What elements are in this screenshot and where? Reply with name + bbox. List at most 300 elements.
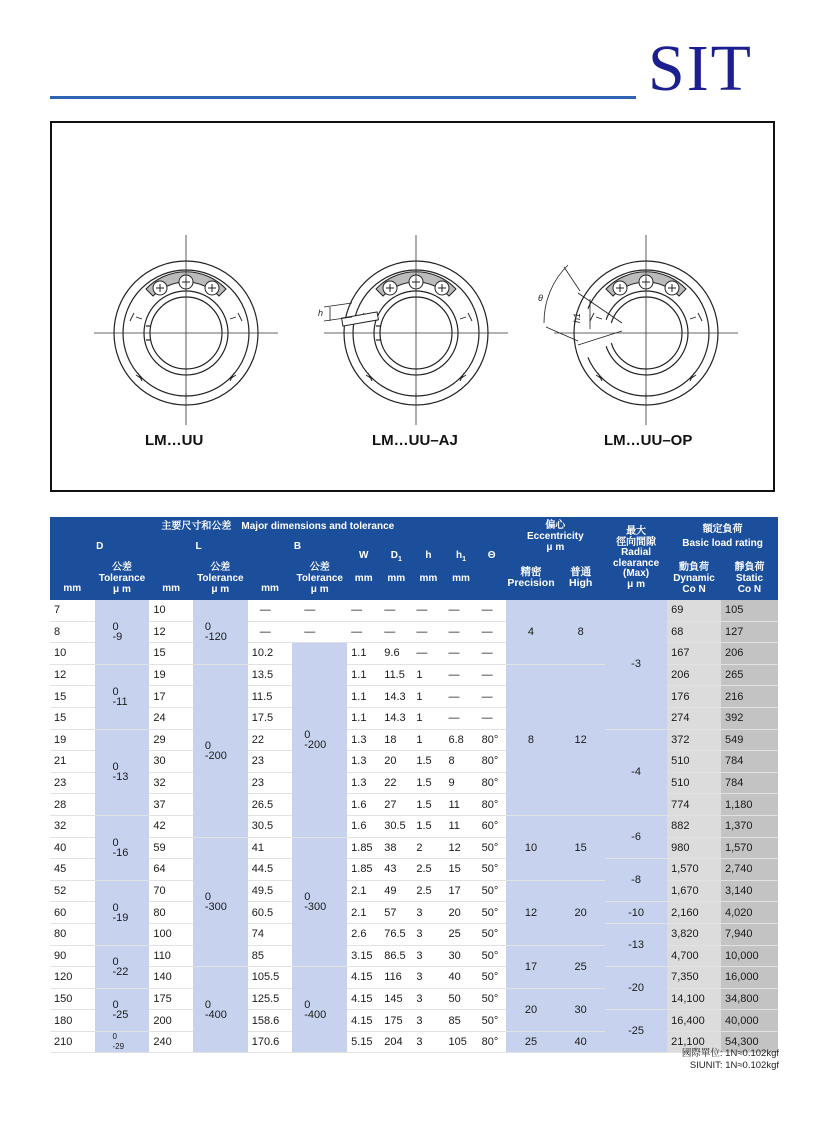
cell-l: 24 <box>149 707 192 729</box>
cell-w: 4.15 <box>347 1010 380 1032</box>
cell-d1: 116 <box>380 967 412 989</box>
cell-w: 1.1 <box>347 707 380 729</box>
cell-dynamic: 1,570 <box>667 859 721 881</box>
cell-dynamic: 1,670 <box>667 880 721 902</box>
cell-theta: — <box>478 686 506 708</box>
cell-static: 1,180 <box>721 794 778 816</box>
cell-h: 1.5 <box>412 772 444 794</box>
cell-b: 158.6 <box>248 1010 293 1032</box>
dimension-h1-label: h1 <box>572 312 582 323</box>
cell-l: 240 <box>149 1031 192 1053</box>
cell-d1: 20 <box>380 751 412 773</box>
header-b: B <box>248 536 347 556</box>
table-row <box>50 837 778 859</box>
cell-w: 1.1 <box>347 664 380 686</box>
cell-w: 1.3 <box>347 751 380 773</box>
table-row <box>50 729 778 751</box>
cell-l: 42 <box>149 815 192 837</box>
cell-h: 2.5 <box>412 859 444 881</box>
cell-theta: 50° <box>478 1010 506 1032</box>
cell-d: 7 <box>50 600 95 621</box>
cell-h: — <box>412 643 444 665</box>
cell-d: 12 <box>50 664 95 686</box>
header-rule <box>50 96 636 99</box>
cell-d-tolerance: 0 -19 <box>95 880 150 945</box>
cell-d1: 14.3 <box>380 707 412 729</box>
header-w: W mm <box>347 536 380 600</box>
cell-dynamic: 21,100 <box>667 1031 721 1053</box>
table-row <box>50 923 778 945</box>
cell-h: 2.5 <box>412 880 444 902</box>
cell-b: 125.5 <box>248 988 293 1010</box>
table-row <box>50 664 778 686</box>
cell-h: 3 <box>412 923 444 945</box>
unit-note-line-2: SIUNIT: 1N≈0.102kgf <box>689 1060 779 1071</box>
cell-high: 12 <box>556 664 605 815</box>
table-row <box>50 772 778 794</box>
table-row <box>50 945 778 967</box>
cell-h1: 8 <box>444 751 477 773</box>
cell-b: 74 <box>248 923 293 945</box>
cell-b: 105.5 <box>248 967 293 989</box>
cell-theta: 50° <box>478 945 506 967</box>
cell-h1: 20 <box>444 902 477 924</box>
table-row <box>50 686 778 708</box>
cell-b-tolerance: 0 -400 <box>292 967 347 1053</box>
cell-h1: 9 <box>444 772 477 794</box>
cell-l: 200 <box>149 1010 192 1032</box>
cell-b-tolerance: 0 -200 <box>292 643 347 837</box>
cell-l: 10 <box>149 600 192 621</box>
cell-d1: 145 <box>380 988 412 1010</box>
header-d-mm: mm <box>50 556 95 600</box>
cell-dynamic: 69 <box>667 600 721 621</box>
cell-d: 40 <box>50 837 95 859</box>
header-b-mm: mm <box>248 556 293 600</box>
cell-static: 3,140 <box>721 880 778 902</box>
cell-d1: 22 <box>380 772 412 794</box>
cell-dynamic: 176 <box>667 686 721 708</box>
cell-d1: 30.5 <box>380 815 412 837</box>
cell-high: 8 <box>556 600 605 664</box>
cell-h1: 50 <box>444 988 477 1010</box>
cell-w: 4.15 <box>347 988 380 1010</box>
cell-d: 8 <box>50 621 95 643</box>
cell-l: 30 <box>149 751 192 773</box>
cell-dynamic: 372 <box>667 729 721 751</box>
cell-dynamic: 274 <box>667 707 721 729</box>
cell-theta: 50° <box>478 923 506 945</box>
cell-w: 1.3 <box>347 772 380 794</box>
cell-l: 100 <box>149 923 192 945</box>
cell-radial-clearance: -20 <box>605 967 667 1010</box>
cell-b-tolerance: — <box>292 621 347 643</box>
cell-d-tolerance: 0 -25 <box>95 988 150 1031</box>
cell-h: 1 <box>412 664 444 686</box>
table-row <box>50 880 778 902</box>
cell-h: 3 <box>412 1031 444 1053</box>
table-row <box>50 621 778 643</box>
cell-h: 1.5 <box>412 815 444 837</box>
cell-b: 85 <box>248 945 293 967</box>
cell-b: — <box>248 621 293 643</box>
cell-h1: 11 <box>444 794 477 816</box>
cell-static: 216 <box>721 686 778 708</box>
cell-d: 150 <box>50 988 95 1010</box>
cell-h1: 25 <box>444 923 477 945</box>
cell-dynamic: 14,100 <box>667 988 721 1010</box>
cell-h: 1 <box>412 707 444 729</box>
header-h1: $h_1$ mm <box>444 536 477 600</box>
header-dynamic: 動負荷 Dynamic Co N <box>667 556 721 600</box>
cell-d: 23 <box>50 772 95 794</box>
cell-b: 13.5 <box>248 664 293 686</box>
cell-static: 549 <box>721 729 778 751</box>
cell-d-tolerance: 0 -22 <box>95 945 150 988</box>
cell-l: 70 <box>149 880 192 902</box>
cell-static: 7,940 <box>721 923 778 945</box>
cell-theta: — <box>478 600 506 621</box>
header-precision: 精密 Precision <box>506 556 557 600</box>
cell-h: — <box>412 600 444 621</box>
cell-static: 2,740 <box>721 859 778 881</box>
cell-b: 23 <box>248 772 293 794</box>
table-row <box>50 859 778 881</box>
cell-d: 19 <box>50 729 95 751</box>
cell-l-tolerance: 0 -200 <box>193 664 248 837</box>
cell-d1: 43 <box>380 859 412 881</box>
header-d1: $D_1$ mm <box>380 536 412 600</box>
header-static: 靜負荷 Static Co N <box>721 556 778 600</box>
cell-w: 2.1 <box>347 902 380 924</box>
cell-b: 23 <box>248 751 293 773</box>
table-row <box>50 967 778 989</box>
cell-h1: 30 <box>444 945 477 967</box>
bearing-figure-panel <box>50 121 775 492</box>
unit-note <box>682 1048 779 1072</box>
cell-high: 20 <box>556 880 605 945</box>
cell-l: 15 <box>149 643 192 665</box>
header-l: L <box>149 536 247 556</box>
cell-d: 90 <box>50 945 95 967</box>
cell-d1: 204 <box>380 1031 412 1053</box>
cell-l: 175 <box>149 988 192 1010</box>
figure-label-lm-uu: LM…UU <box>145 432 204 449</box>
cell-precision: 10 <box>506 815 557 880</box>
cell-theta: — <box>478 643 506 665</box>
cell-radial-clearance: -3 <box>605 600 667 729</box>
cell-theta: 50° <box>478 859 506 881</box>
cell-w: 5.15 <box>347 1031 380 1053</box>
header-eccentricity: 偏心 Eccentricity μ m <box>506 517 605 556</box>
cell-d-tolerance: 0 -16 <box>95 815 150 880</box>
cell-w: 1.1 <box>347 643 380 665</box>
cell-w: 2.1 <box>347 880 380 902</box>
cell-dynamic: 206 <box>667 664 721 686</box>
cell-w: 1.6 <box>347 794 380 816</box>
cell-h: 3 <box>412 967 444 989</box>
cell-static: 40,000 <box>721 1010 778 1032</box>
cell-l: 32 <box>149 772 192 794</box>
cell-w: 1.6 <box>347 815 380 837</box>
cell-theta: 80° <box>478 751 506 773</box>
cell-d-tolerance: 0 -13 <box>95 729 150 815</box>
cell-theta: 50° <box>478 837 506 859</box>
header-major-dimensions: 主要尺寸和公差 Major dimensions and tolerance <box>50 517 506 536</box>
cell-d1: 86.5 <box>380 945 412 967</box>
cell-d: 28 <box>50 794 95 816</box>
cell-radial-clearance: -25 <box>605 1010 667 1053</box>
cell-theta: 50° <box>478 880 506 902</box>
cell-static: 1,370 <box>721 815 778 837</box>
cell-h: 1 <box>412 729 444 751</box>
cell-d-tolerance: 0 -29 <box>95 1031 150 1053</box>
cell-theta: — <box>478 664 506 686</box>
cell-d: 60 <box>50 902 95 924</box>
cell-radial-clearance: -10 <box>605 902 667 924</box>
figure-label-lm-uu-aj: LM…UU–AJ <box>372 432 458 449</box>
cell-theta: 80° <box>478 772 506 794</box>
cell-static: 16,000 <box>721 967 778 989</box>
cell-h: 2 <box>412 837 444 859</box>
cell-b: 10.2 <box>248 643 293 665</box>
cell-theta: 50° <box>478 967 506 989</box>
cell-static: 4,020 <box>721 902 778 924</box>
specification-table-body <box>50 600 778 1053</box>
cell-theta: 50° <box>478 902 506 924</box>
cell-h1: 15 <box>444 859 477 881</box>
cell-dynamic: 774 <box>667 794 721 816</box>
cell-h1: 40 <box>444 967 477 989</box>
cell-theta: 80° <box>478 794 506 816</box>
brand-logo: SIT <box>648 32 753 105</box>
cell-static: 265 <box>721 664 778 686</box>
cell-d-tolerance: 0 -9 <box>95 600 150 664</box>
cell-precision: 17 <box>506 945 557 988</box>
cell-l: 80 <box>149 902 192 924</box>
cell-dynamic: 3,820 <box>667 923 721 945</box>
cell-b: 49.5 <box>248 880 293 902</box>
cell-h1: 17 <box>444 880 477 902</box>
cell-dynamic: 4,700 <box>667 945 721 967</box>
table-row <box>50 643 778 665</box>
cell-b-tolerance: — <box>292 600 347 621</box>
cell-theta: 80° <box>478 729 506 751</box>
cell-theta: 60° <box>478 815 506 837</box>
cell-high: 15 <box>556 815 605 880</box>
cell-h1: 12 <box>444 837 477 859</box>
cell-b: 44.5 <box>248 859 293 881</box>
header-l-mm: mm <box>149 556 192 600</box>
header-radial-clearance: 最大 徑向間隙 Radial clearance (Max) μ m <box>605 517 667 600</box>
cell-dynamic: 68 <box>667 621 721 643</box>
cell-d1: 49 <box>380 880 412 902</box>
cell-h: 3 <box>412 902 444 924</box>
cell-h1: — <box>444 621 477 643</box>
cell-b: 60.5 <box>248 902 293 924</box>
cell-h1: — <box>444 643 477 665</box>
cell-w: 3.15 <box>347 945 380 967</box>
cell-d1: — <box>380 621 412 643</box>
cell-high: 40 <box>556 1031 605 1053</box>
header-d-tolerance: 公差 Tolerance μ m <box>95 556 150 600</box>
cell-d1: 9.6 <box>380 643 412 665</box>
cell-static: 392 <box>721 707 778 729</box>
cell-h1: — <box>444 600 477 621</box>
cell-dynamic: 510 <box>667 772 721 794</box>
header-b-tolerance: 公差 Tolerance μ m <box>292 556 347 600</box>
cell-radial-clearance: -6 <box>605 815 667 858</box>
cell-h: 1.5 <box>412 751 444 773</box>
cell-d1: — <box>380 600 412 621</box>
table-row <box>50 751 778 773</box>
figure-label-lm-uu-op: LM…UU–OP <box>604 432 693 449</box>
cell-l: 140 <box>149 967 192 989</box>
cell-d: 21 <box>50 751 95 773</box>
cell-b: 17.5 <box>248 707 293 729</box>
cell-b-tolerance: 0 -300 <box>292 837 347 967</box>
cell-w: — <box>347 621 380 643</box>
specification-table <box>50 517 778 1053</box>
cell-h1: 6.8 <box>444 729 477 751</box>
header-l-tolerance: 公差 Tolerance μ m <box>193 556 248 600</box>
cell-l-tolerance: 0 -400 <box>193 967 248 1053</box>
cell-dynamic: 167 <box>667 643 721 665</box>
cell-w: 1.3 <box>347 729 380 751</box>
cell-d: 180 <box>50 1010 95 1032</box>
cell-d1: 27 <box>380 794 412 816</box>
table-row <box>50 794 778 816</box>
header-d: D <box>50 536 149 556</box>
cell-theta: — <box>478 707 506 729</box>
table-row <box>50 988 778 1010</box>
cell-radial-clearance: -13 <box>605 923 667 966</box>
cell-h: — <box>412 621 444 643</box>
cell-d1: 57 <box>380 902 412 924</box>
cell-b: 26.5 <box>248 794 293 816</box>
cell-l-tolerance: 0 -300 <box>193 837 248 967</box>
cell-static: 10,000 <box>721 945 778 967</box>
cell-d: 210 <box>50 1031 95 1053</box>
cell-w: 4.15 <box>347 967 380 989</box>
cell-w: — <box>347 600 380 621</box>
cell-d1: 38 <box>380 837 412 859</box>
cell-static: 105 <box>721 600 778 621</box>
cell-h: 3 <box>412 988 444 1010</box>
cell-h1: 85 <box>444 1010 477 1032</box>
cell-h1: — <box>444 686 477 708</box>
cell-static: 784 <box>721 772 778 794</box>
cell-l: 29 <box>149 729 192 751</box>
cell-h1: — <box>444 707 477 729</box>
cell-l-tolerance: 0 -120 <box>193 600 248 664</box>
cell-dynamic: 2,160 <box>667 902 721 924</box>
cell-dynamic: 882 <box>667 815 721 837</box>
cell-h1: — <box>444 664 477 686</box>
lm-uu-aj-drawing <box>318 235 508 425</box>
cell-static: 34,800 <box>721 988 778 1010</box>
cell-static: 127 <box>721 621 778 643</box>
cell-l: 17 <box>149 686 192 708</box>
cell-d: 80 <box>50 923 95 945</box>
cell-l: 59 <box>149 837 192 859</box>
cell-b: 41 <box>248 837 293 859</box>
cell-high: 30 <box>556 988 605 1031</box>
cell-b: 11.5 <box>248 686 293 708</box>
cell-dynamic: 7,350 <box>667 967 721 989</box>
cell-d: 52 <box>50 880 95 902</box>
cell-l: 110 <box>149 945 192 967</box>
cell-b: 30.5 <box>248 815 293 837</box>
cell-h1: 11 <box>444 815 477 837</box>
unit-note-line-1: 國際單位: 1N≈0.102kgf <box>681 1048 779 1059</box>
lm-uu-op-drawing <box>538 235 738 425</box>
cell-b: — <box>248 600 293 621</box>
cell-l: 19 <box>149 664 192 686</box>
table-row <box>50 707 778 729</box>
cell-h: 3 <box>412 945 444 967</box>
table-row <box>50 815 778 837</box>
cell-d-tolerance: 0 -11 <box>95 664 150 729</box>
cell-h: 3 <box>412 1010 444 1032</box>
cell-d1: 14.3 <box>380 686 412 708</box>
cell-w: 2.6 <box>347 923 380 945</box>
cell-precision: 4 <box>506 600 557 664</box>
cell-radial-clearance: -8 <box>605 859 667 902</box>
cell-precision: 12 <box>506 880 557 945</box>
header-theta: Θ <box>478 536 506 600</box>
header-h: h mm <box>412 536 444 600</box>
dimension-theta-label: θ <box>538 293 543 303</box>
cell-theta: 80° <box>478 1031 506 1053</box>
cell-b: 170.6 <box>248 1031 293 1053</box>
cell-d1: 11.5 <box>380 664 412 686</box>
cell-theta: 50° <box>478 988 506 1010</box>
cell-static: 206 <box>721 643 778 665</box>
cell-w: 1.85 <box>347 859 380 881</box>
cell-l: 64 <box>149 859 192 881</box>
cell-dynamic: 16,400 <box>667 1010 721 1032</box>
cell-w: 1.1 <box>347 686 380 708</box>
cell-static: 1,570 <box>721 837 778 859</box>
cell-d: 45 <box>50 859 95 881</box>
cell-high: 25 <box>556 945 605 988</box>
table-row <box>50 902 778 924</box>
cell-h: 1.5 <box>412 794 444 816</box>
cell-dynamic: 510 <box>667 751 721 773</box>
header-basic-load-rating: 額定負荷 Basic load rating <box>667 517 778 556</box>
cell-dynamic: 980 <box>667 837 721 859</box>
cell-static: 784 <box>721 751 778 773</box>
cell-theta: — <box>478 621 506 643</box>
cell-d1: 175 <box>380 1010 412 1032</box>
cell-d: 15 <box>50 707 95 729</box>
lm-uu-drawing <box>94 235 278 425</box>
cell-b: 22 <box>248 729 293 751</box>
cell-precision: 25 <box>506 1031 557 1053</box>
cell-h: 1 <box>412 686 444 708</box>
cell-d: 10 <box>50 643 95 665</box>
table-row <box>50 1031 778 1053</box>
cell-l: 12 <box>149 621 192 643</box>
cell-d1: 76.5 <box>380 923 412 945</box>
table-row <box>50 600 778 621</box>
cell-precision: 8 <box>506 664 557 815</box>
cell-d: 120 <box>50 967 95 989</box>
cell-h1: 105 <box>444 1031 477 1053</box>
cell-radial-clearance: -4 <box>605 729 667 815</box>
cell-d1: 18 <box>380 729 412 751</box>
